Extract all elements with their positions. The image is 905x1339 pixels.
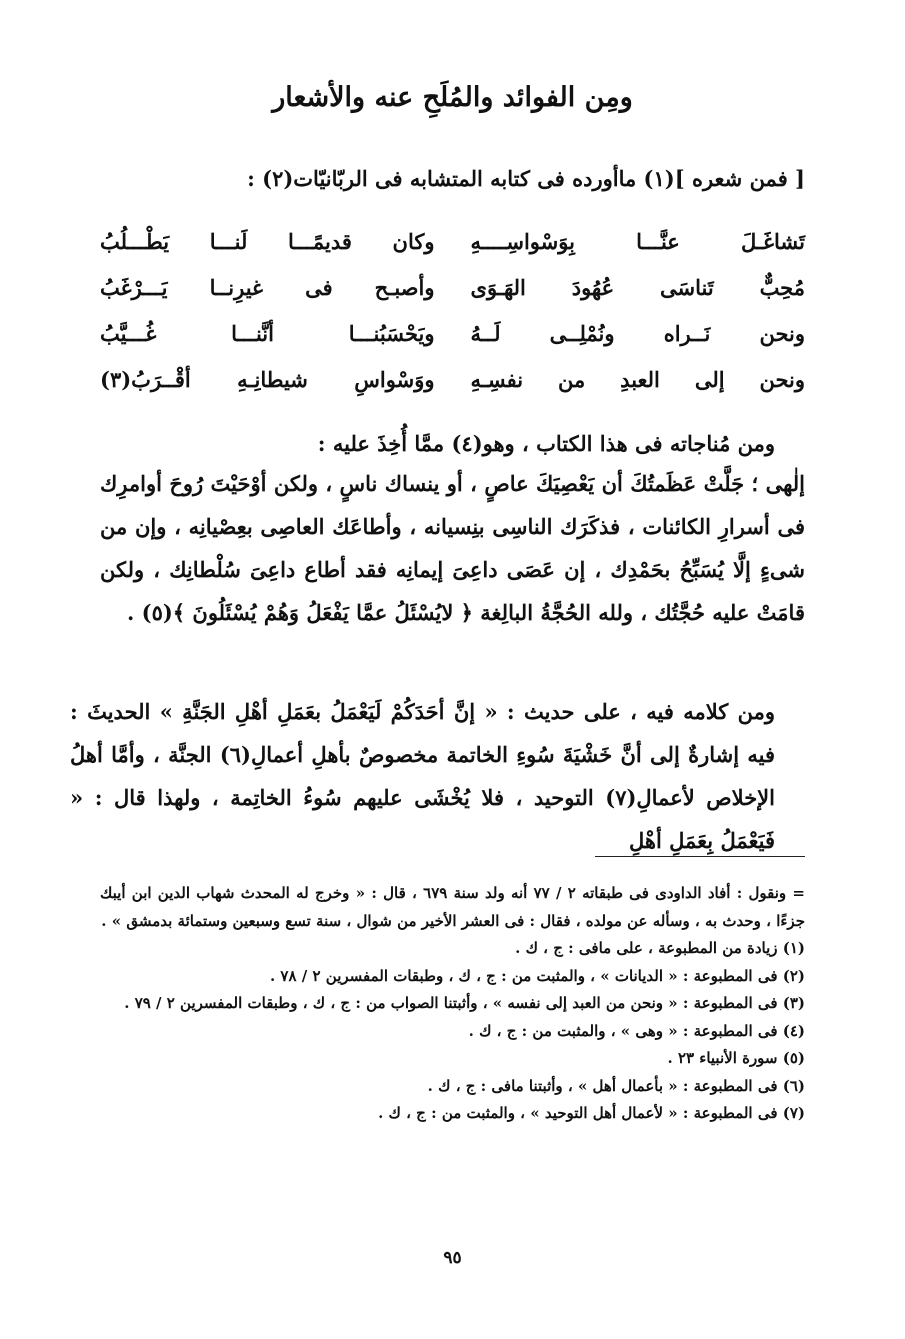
word: يَطْـــلُبُ: [100, 228, 170, 254]
word: نفسِـهِ: [470, 366, 524, 392]
word: أنَّنـــا: [231, 320, 274, 346]
footnote: (٢) فى المطبوعة : « الديانات » ، والمثبت من : ج ، ك ، وطبقات المفسرين ٢ / ٧٨ .: [269, 966, 805, 985]
word: من: [558, 366, 586, 392]
word: لَــهُ: [470, 320, 501, 346]
poem: [100, 218, 805, 402]
paragraph-hadith: ومن كلامه فيه ، على حديث : « إنَّ أحَدَكُمْ لَيَعْمَلُ بعَمَلِ أهْلِ الجَنَّةِ » الحديثَ : فيه إشارةٌ إلى أنَّ خَشْيَةَ سُوءِ الخاتمة مخصوصٌ بأهلِ أعمالِ(٦) الجنَّة ، وأمَّا أهلُ الإخلاص لأعمالِ(٧) التوحيد ، فلا يُخْشَى عليهم سُوءُ الخاتِمة ، ولهذا قال : « فَيَعْمَلُ بِعَمَلِ أهْلِ: [70, 699, 775, 853]
page-number: ٩٥: [443, 1248, 462, 1268]
first-hemistich: [453, 275, 806, 300]
word: لَنـــا: [209, 228, 248, 254]
footnote: (٧) فى المطبوعة : « لأعمال أهل التوحيد » ، والمثبت من : ج ، ك .: [378, 1104, 805, 1122]
first-hemistich: [453, 321, 806, 346]
word: وكان: [392, 228, 435, 254]
first-hemistich: [453, 367, 806, 392]
poem-verse: [100, 218, 805, 264]
poem-verse: [100, 264, 805, 310]
word: ونحن: [759, 320, 805, 346]
word: عُهُودَ: [571, 274, 615, 300]
second-hemistich: [100, 229, 453, 254]
word: العبدِ: [620, 366, 660, 392]
word: تَشاغَـلَ: [740, 228, 805, 254]
second-hemistich: [100, 275, 453, 300]
paragraph-munajat-intro: ومن مُناجاته فى هذا الكتاب ، وهو(٤) ممَّا أُخِذَ عليه :: [317, 431, 775, 456]
word: نَــراه: [663, 320, 711, 346]
first-hemistich: [453, 229, 806, 254]
intro-line: [ فمن شعره ](١) ماأورده فى كتابه المتشابه فى الربّانيّات(٢) :: [247, 166, 805, 191]
word: فى: [305, 274, 333, 300]
word: عنَّـــا: [636, 228, 680, 254]
footnote: (٤) فى المطبوعة : « وهى » ، والمثبت من : ج ، ك .: [468, 1021, 805, 1040]
word: وأصبـح: [374, 274, 435, 300]
word: إلى: [694, 366, 725, 392]
footnote: (٣) فى المطبوعة : « ونحن من العبد إلى نفسه » ، وأثبتنا الصواب من : ج ، ك ، وطبقات المفسرين ٢ / ٧٩ .: [124, 994, 805, 1012]
word: ووَسْواسِ: [354, 366, 435, 392]
second-hemistich: [100, 367, 453, 392]
footnote: (٥) سورة الأنبياء ٢٣ .: [667, 1049, 805, 1067]
word: قديمًـــا: [287, 228, 352, 254]
poem-verse: [100, 356, 805, 402]
word: أقْــرَبُ(٣): [100, 366, 191, 392]
word: تَناسَى: [660, 274, 714, 300]
word: مُحِبٌّ: [759, 274, 805, 300]
footnote-divider: [595, 856, 805, 857]
section-title: ومِن الفوائد والمُلَحِ عنه والأشعار: [272, 82, 633, 113]
word: ويَحْسَبُنـــا: [348, 320, 435, 346]
word: غيرِنــا: [209, 274, 264, 300]
footnote: (١) زيادة من المطبوعة ، على مافى : ج ، ك .: [515, 939, 805, 957]
word: شيطانِـهِ: [237, 366, 308, 392]
paragraph-munajat: إلٰهى ؛ جَلَّتْ عَظَمتُكَ أن يَعْصِيَكَ عاصٍ ، أو ينساك ناسٍ ، ولكن أوْحَيْتَ رُوحَ أوامرِك فى أسرارِ الكائنات ، فذكَرَك الناسِى بنِسيانه ، وأطاعَك العاصِى بعِصْيانِه ، وإن من شىءٍ إلَّا يُسَبِّحُ بحَمْدِك ، إن عَصَى داعِىَ إيمانِه فقد أطاع داعِىَ سُلْطانِك ، ولكن قامَتْ عليه حُجَّتُك ، ولله الحُجَّةُ البالِغة ﴿ لايُسْئَلُ عمَّا يَفْعَلُ وَهُمْ يُسْئَلُونَ ﴾(٥) .: [100, 471, 805, 625]
word: بِوَسْواسِــــهِ: [470, 228, 575, 254]
footnote: (٦) فى المطبوعة : « بأعمال أهل » ، وأثبتنا مافى : ج ، ك .: [427, 1076, 805, 1095]
footnote-continuation: = ونقول : أفاد الداودى فى طبقاته ٢ / ٧٧ أنه ولد سنة ٦٧٩ ، قال : « وخرج له المحدث شهاب الدين ابن أيبك جزءًا ، وحدث به ، وسأله عن مولده ، فقال : فى العشر الأخير من شوال ، سنة تسع وسبعين وستمائة بدمشق » .: [100, 884, 805, 930]
word: الهَـوَى: [470, 274, 526, 300]
footnotes: [100, 880, 805, 1128]
poem-verse: [100, 310, 805, 356]
word: ونحن: [759, 366, 805, 392]
word: ونُمْلِــى: [549, 320, 615, 346]
word: يَـــرْغَبُ: [100, 274, 168, 300]
word: غُـــيَّبُ: [100, 320, 157, 346]
second-hemistich: [100, 321, 453, 346]
